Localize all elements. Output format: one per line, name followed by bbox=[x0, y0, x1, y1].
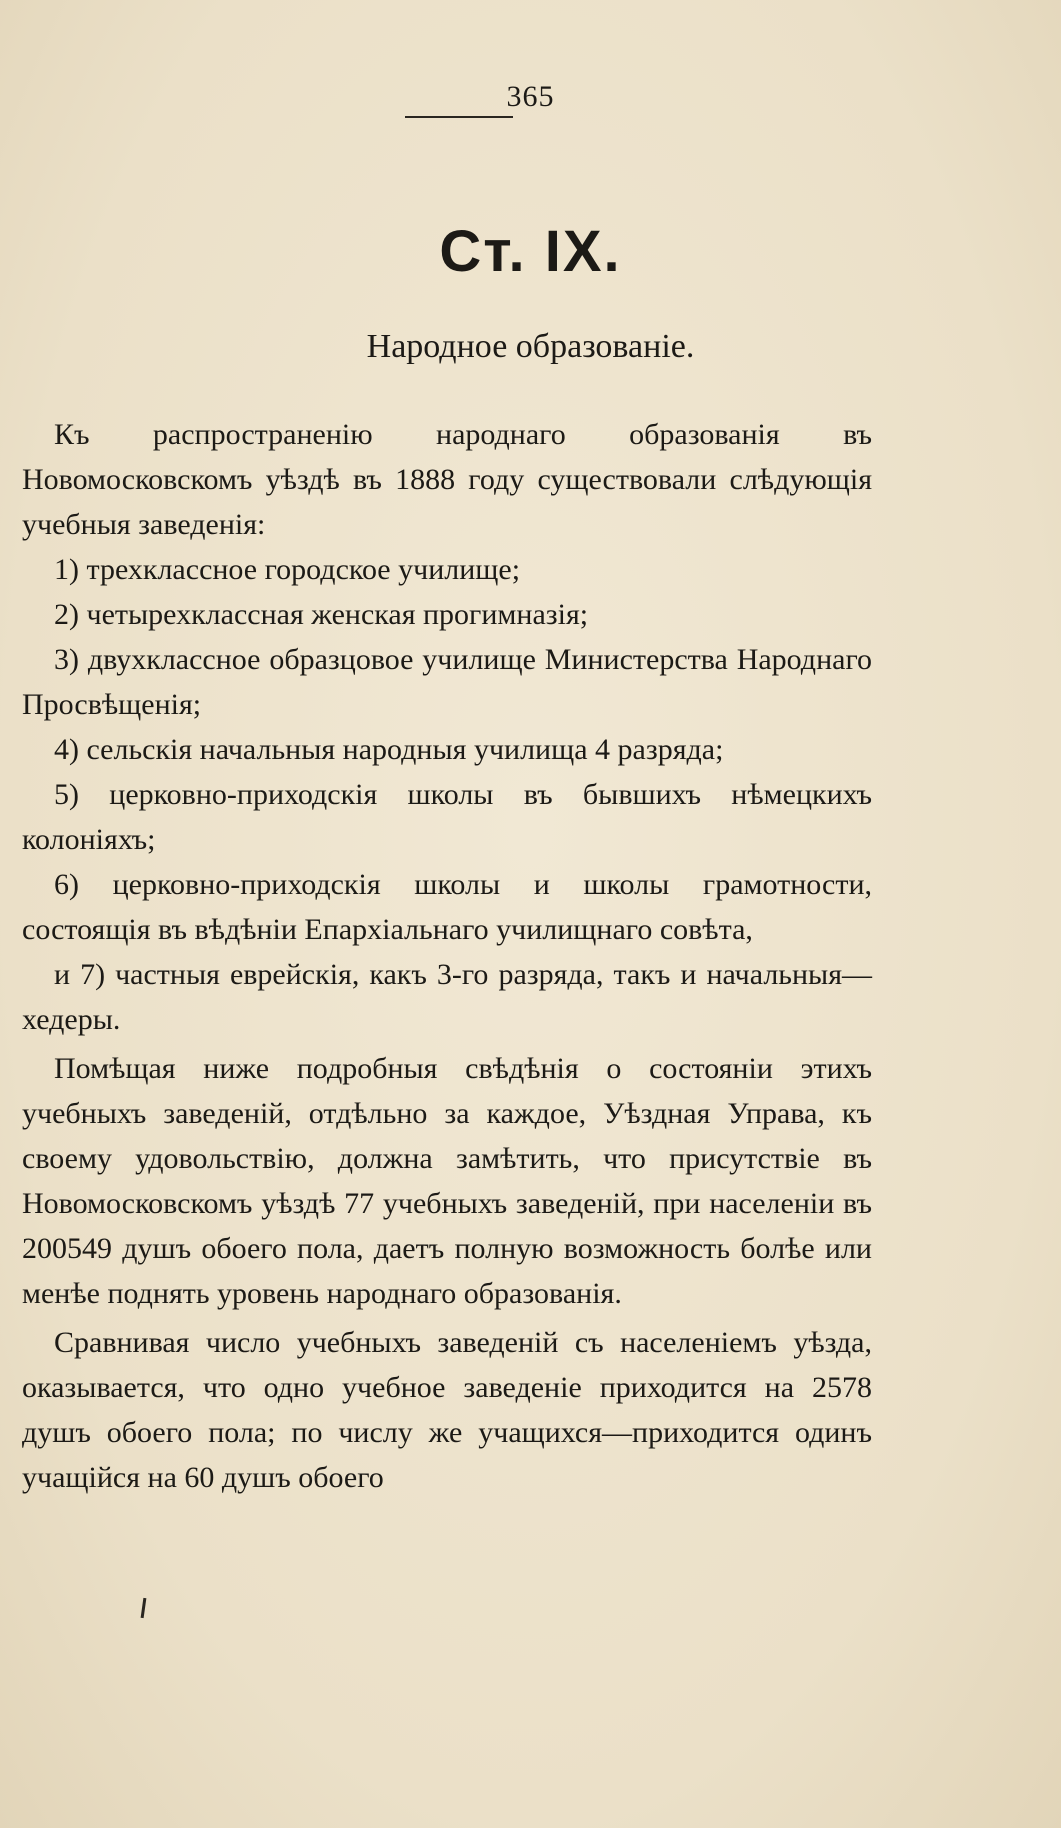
list-item-6: 6) церковно-приходскія школы и школы грамотности, состоящія въ вѣдѣніи Епархіальнаго училищнаго совѣта, bbox=[22, 868, 872, 946]
paragraph-2: Помѣщая ниже подробныя свѣдѣнія о состояніи этихъ учебныхъ заведеній, отдѣльно за каждое, Уѣздная Управа, къ своему удовольствію, должна замѣтить, что присутствіе въ Новомосковскомъ уѣздѣ 77 учебныхъ заведеній, при населеніи въ 200549 душъ обоего пола, даетъ полную возможность болѣе или менѣе поднять уровень народнаго образованія. bbox=[22, 1052, 872, 1310]
list-item-7: и 7) частныя еврейскія, какъ 3-го разряда, такъ и начальныя—хедеры. bbox=[22, 958, 872, 1036]
intro-paragraph: Къ распространенію народнаго образованія въ Новомосковскомъ уѣздѣ въ 1888 году существовали слѣдующія учебныя заведенія: bbox=[22, 418, 872, 541]
list-item-4: 4) сельскія начальныя народныя училища 4 разряда; bbox=[54, 733, 724, 766]
ink-mark bbox=[141, 1598, 147, 1618]
page-number-rule bbox=[405, 116, 513, 118]
page-number: 365 bbox=[506, 80, 555, 113]
list-item-3: 3) двухклассное образцовое училище Министерства Народнаго Просвѣщенія; bbox=[22, 643, 872, 721]
chapter-title: Ст. IX. bbox=[439, 219, 622, 284]
paragraph-3: Сравнивая число учебныхъ заведеній съ населеніемъ уѣзда, оказывается, что одно учебное заведеніе приходится на 2578 душъ обоего пола; по числу же учащихся—приходится одинъ учащійся на 60 душъ обоего bbox=[22, 1326, 872, 1494]
section-title: Народное образованіе. bbox=[366, 328, 695, 365]
list-item-1: 1) трехклассное городское училище; bbox=[54, 553, 521, 586]
list-item-5: 5) церковно-приходскія школы въ бывшихъ нѣмецкихъ колоніяхъ; bbox=[22, 778, 872, 856]
body-text bbox=[22, 412, 872, 1500]
list-item-2: 2) четырехклассная женская прогимназія; bbox=[54, 598, 589, 631]
